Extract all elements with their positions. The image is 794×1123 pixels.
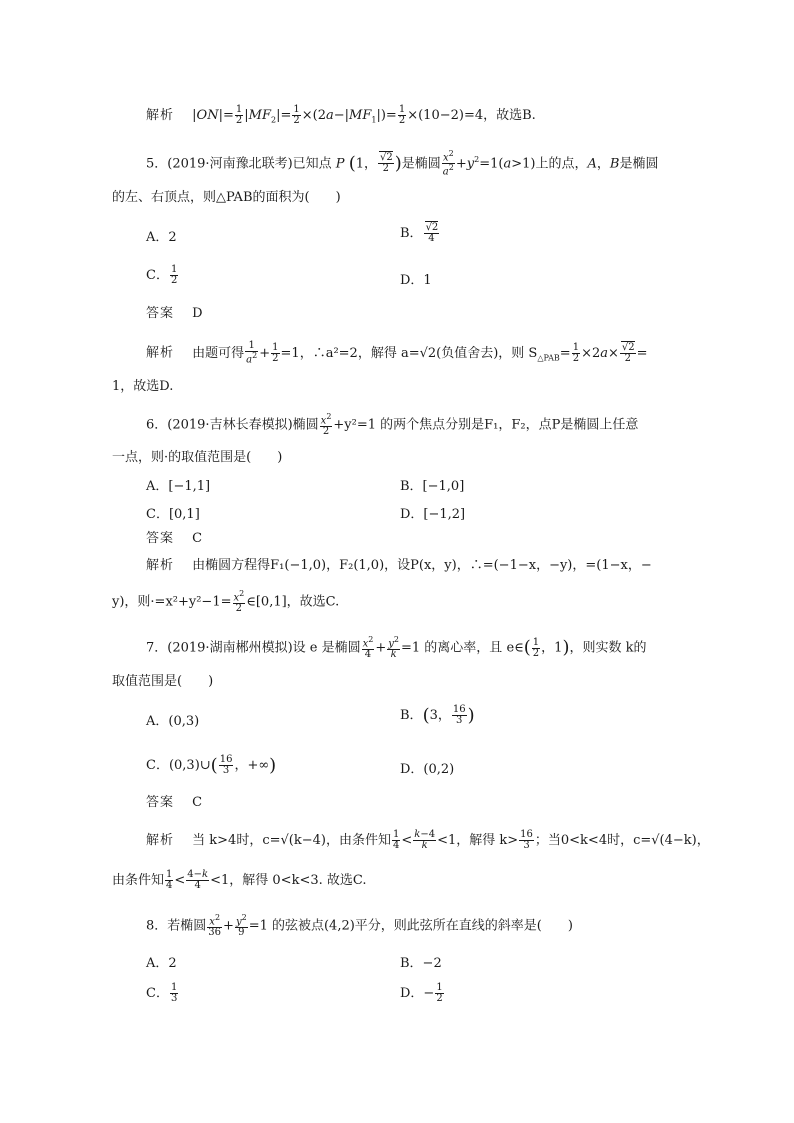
q7-analysis-text-4: 由条件知 — [112, 873, 165, 888]
q7-stem-text: 设 e 是椭圆 — [292, 640, 361, 656]
q8-option-b: B．−2 — [400, 956, 442, 971]
q7-number: 7． — [146, 640, 168, 656]
q6-answer: C — [192, 531, 203, 546]
q6-analysis-line1 — [146, 556, 652, 576]
q5-analysis-text-2: ，∴a²=2，解得 a=√2(负值舍去)，则 S — [299, 345, 538, 361]
q7-analysis-text-2: <1，解得 k> — [437, 833, 519, 848]
q8-number: 8． — [146, 918, 168, 934]
q8-stem-text: 若椭圆 — [167, 918, 207, 934]
q7-analysis-line1: 解析 当 k>4时，c=√(k−4)，由条件知 $\frac{1}{4}$ < $\frac{k-4}{k}$ <1，解得 k> $\frac{16}{3}$ ；当0<k<4时，c=√(4−k)， — [146, 829, 710, 851]
q5-analysis-text: 由题可得 — [192, 345, 245, 361]
q4-analysis-line — [146, 105, 536, 131]
q7-answer: C — [192, 795, 203, 810]
q5-number: 5． — [146, 156, 168, 172]
analysis-label: 解析 — [146, 345, 175, 361]
answer-label: 答案 — [146, 306, 175, 321]
q6-stem-line1: 6．(2019·吉林长春模拟)椭圆 $\frac{x^2}{2}$ +y²=1 的两个焦点分别是F₁，F₂，点P是椭圆上任意 — [146, 412, 639, 438]
answer-label: 答案 — [146, 795, 175, 810]
q6-stem-text-2: +y²=1 的两个焦点分别是F₁，F₂，点P是椭圆上任意 — [333, 417, 639, 433]
q6-option-a: A．[−1,1] — [146, 479, 211, 494]
q8-stem-line1: 8．若椭圆 $\frac{x^2}{36}$ + $\frac{y^2}{9}$ =1 的弦被点(4,2)平分，则此弦所在直线的斜率是( ) — [146, 913, 573, 939]
q5-option-a: A．2 — [146, 230, 177, 245]
q7-analysis-text-3: ；当0<k<4时，c=√(4−k)， — [534, 833, 710, 848]
answer-label: 答案 — [146, 531, 175, 546]
q6-option-b: B．[−1,0] — [400, 479, 465, 494]
q7-stem-text-3: ，则实数 k的 — [569, 640, 647, 656]
q6-analysis-line2: y)，则·=x²+y²−1= $\frac{x^2}{2}$ ∈[0,1]，故选C. — [112, 589, 340, 615]
q6-number: 6． — [146, 417, 168, 433]
q5-analysis-line2: 1，故选D. — [112, 379, 174, 394]
q5-option-d: D．1 — [400, 273, 432, 288]
q5-stem-text-4: 是椭圆 — [619, 156, 659, 172]
q6-answer-line — [146, 529, 202, 549]
q7-option-b: B．(3， $\frac{16}{3}$ ) — [400, 704, 475, 726]
q6-stem-text: 椭圆 — [292, 417, 319, 433]
q5-answer: D — [192, 306, 203, 321]
analysis-label: 解析 — [146, 833, 175, 848]
q4-analysis-text: |ON|= $\frac{1}{2}$ $|MF_2|=$ $\frac{1}{2}$ $\times(2a-|MF_1|)=$ $\frac{1}{2}$ ×(10−2)=4，故选B. — [192, 104, 536, 126]
q7-analysis-text: 当 k>4时，c=√(k−4)，由条件知 — [192, 833, 391, 848]
q5-stem-text: 已知点 — [292, 156, 332, 172]
q8-stem-text-2: =1 的弦被点(4,2)平分，则此弦所在直线的斜率是( ) — [248, 918, 573, 934]
q6-option-c: C．[0,1] — [146, 507, 200, 522]
q8-option-c: C． $\frac{1}{3}$ — [146, 982, 178, 1004]
q5-stem-text-3: 上的点， — [535, 156, 588, 172]
q7-analysis-line2: 由条件知 $\frac{1}{4}$ < $\frac{4-k}{4}$ <1，解得 0<k<3. 故选C. — [112, 869, 367, 891]
q5-source: (2019·河南豫北联考) — [167, 156, 293, 172]
q5-stem-text-2: 是椭圆 — [401, 156, 441, 172]
q7-stem-line1: 7．(2019·湖南郴州模拟)设 e 是椭圆 $\frac{x^2}{4}$ + $\frac{y^2}{k}$ =1 的离心率，且 e∈( $\frac{1}{2}$ ，1)，则实数 k的 — [146, 635, 647, 661]
q7-stem-line2: 取值范围是( ) — [112, 674, 214, 689]
q5-option-b: B． $\frac{√2}{4}$ — [400, 222, 439, 244]
q7-analysis-text-5: <1，解得 0<k<3. 故选C. — [210, 873, 367, 888]
q8-option-a: A．2 — [146, 956, 177, 971]
q7-source: (2019·湖南郴州模拟) — [167, 640, 293, 656]
q7-option-d: D．(0,2) — [400, 762, 455, 777]
q6-analysis-text: 由椭圆方程得F₁(−1,0)，F₂(1,0)，设P(x，y)，∴=(−1−x，−y)，=(1−x，− — [192, 558, 652, 573]
q6-analysis-text-2: y)，则·=x²+y²−1= — [112, 594, 232, 610]
q6-source: (2019·吉林长春模拟) — [167, 417, 293, 433]
q5-stem-line1: 5．(2019·河南豫北联考)已知点 P (1， $\frac{√2}{2}$ )是椭圆 $\frac{x^2}{a^2}$ $+y^2=1(a>1)$上的点，A，B是椭圆 — [146, 149, 659, 178]
q8-option-d: D．− $\frac{1}{2}$ — [400, 982, 443, 1004]
analysis-label: 解析 — [146, 108, 175, 123]
q5-answer-line — [146, 304, 203, 324]
q5-stem-line2: 的左、右顶点，则△PAB的面积为( ) — [112, 190, 341, 205]
analysis-label: 解析 — [146, 558, 175, 573]
q5-option-c: C． $\frac{1}{2}$ — [146, 264, 178, 286]
q6-stem-line2: 一点，则·的取值范围是( ) — [112, 450, 283, 465]
q6-analysis-text-3: ∈[0,1]，故选C. — [246, 594, 340, 610]
q5-analysis-line1: 解析 由题可得 $\frac{1}{a^2}$ + $\frac{1}{2}$ =1，∴a²=2，解得 a=√2(负值舍去)，则 $S_{\triangle PAB}=$ $\frac{1}{2}$ ×2a× $\frac{√2}{2}$ = — [146, 340, 648, 366]
q6-option-d: D．[−1,2] — [400, 507, 466, 522]
q7-option-a: A．(0,3) — [146, 714, 200, 729]
q7-answer-line — [146, 793, 202, 813]
q7-stem-text-2: =1 的离心率，且 e∈ — [401, 640, 524, 656]
q7-option-c: C．(0,3)∪( $\frac{16}{3}$ ，+∞) — [146, 754, 277, 776]
